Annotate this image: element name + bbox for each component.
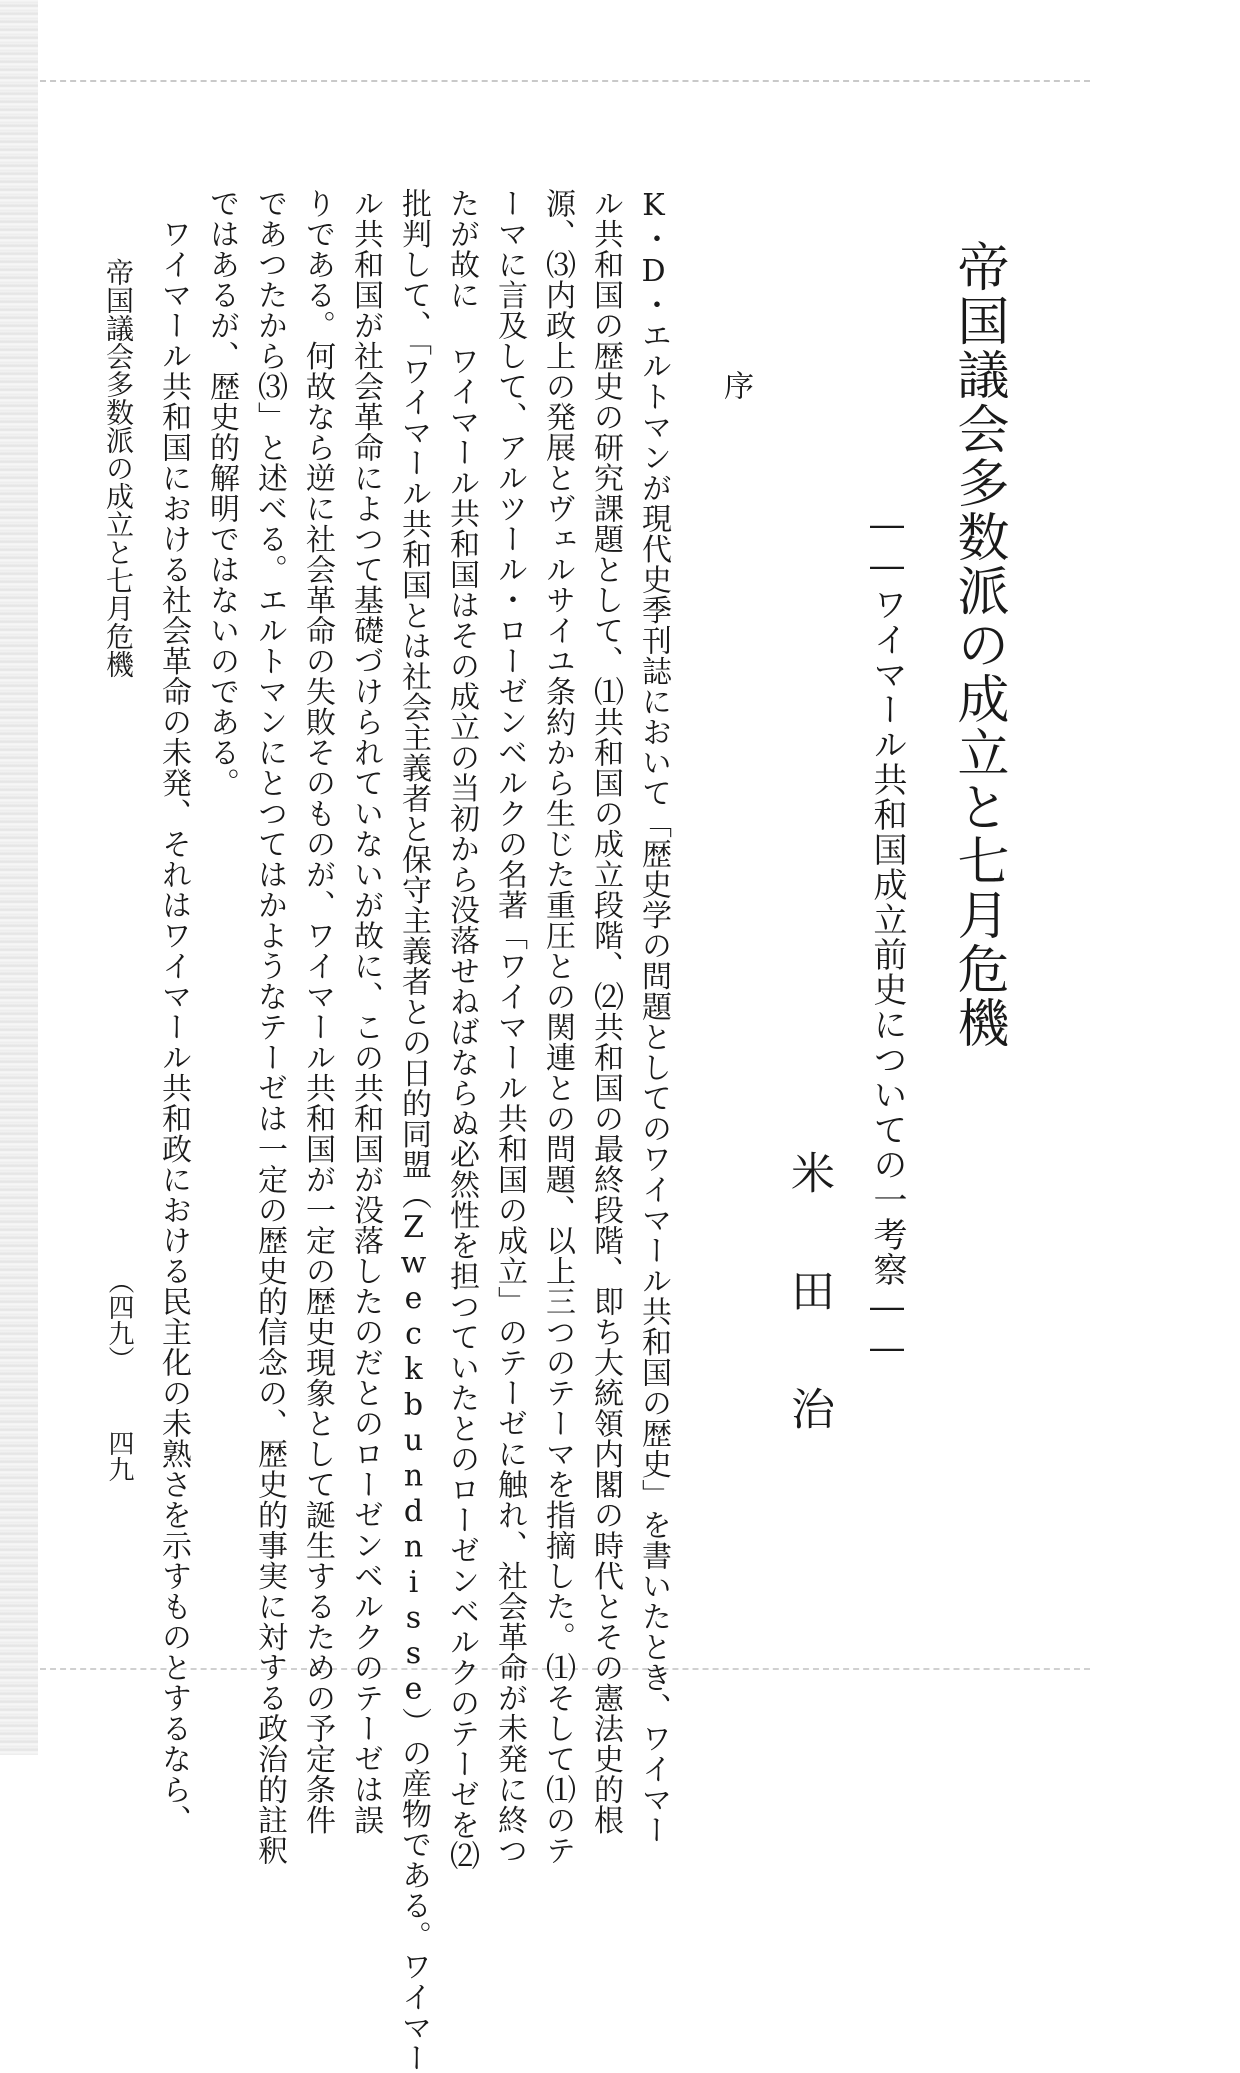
author-name: 米田治	[783, 1150, 834, 1504]
body-line-3: 源、⑶内政上の発展とヴェルサイユ条約から生じた重圧との関連との問題、以上三つのテーマを指摘した。⑴そして⑴のテ	[540, 188, 575, 1866]
article-subtitle: ――ワイマール共和国成立前史についての一考察――	[867, 505, 907, 1369]
body-line-1: K・D・エルトマンが現代史季刊誌において「歴史学の問題としてのワイマール共和国の歴史」を書いたとき、ワイマー	[636, 188, 671, 1845]
body-line-11: ワイマール共和国における社会革命の未発、それはワイマール共和政における民主化の未熟さを示すものとするなら、	[156, 188, 191, 1835]
body-line-10: ではあるが、歴史的解明ではないのである。	[204, 188, 239, 798]
scan-top-margin-mark	[40, 80, 1090, 82]
body-line-8: りである。何故なら逆に社会革命の失敗そのものが、ワイマール共和国が一定の歴史現象として誕生するための予定条件	[300, 188, 335, 1835]
body-line-4: ーマに言及して、アルツール・ローゼンベルクの名著「ワイマール共和国の成立」のテーゼに触れ、社会革命が未発に終つ	[492, 188, 527, 1866]
scan-edge-shadow	[0, 0, 38, 1755]
section-heading: 序	[718, 370, 753, 400]
body-line-7: ル共和国が社会革命によつて基礎づけられていないが故に、この共和国が没落したのだとのローゼンベルクのテーゼは誤	[348, 188, 383, 1835]
body-line-2: ル共和国の歴史の研究課題として、⑴共和国の成立段階、⑵共和国の最終段階、即ち大統領内閣の時代とその憲法史的根	[588, 188, 623, 1835]
article-title: 帝国議会多数派の成立と七月危機	[948, 240, 1008, 1050]
body-line-5: たが故に ワイマール共和国はその成立の当初から没落せねばならぬ必然性を担つていたとのローゼンベルクのテーゼを⑵	[444, 188, 479, 1871]
body-line-6: 批判して、「ワイマール共和国とは社会主義者と保守主義者との日的同盟（Zweckbundnisse）の産物である。ワイマー	[396, 188, 431, 2073]
body-line-9: であつたから⑶」と述べる。エルトマンにとつてはかようなテーゼは一定の歴史的信念の、歴史的事実に対する政治的註釈	[252, 188, 287, 1866]
page-number: 四九	[104, 1430, 134, 1482]
page-number-paren: （四九）	[104, 1268, 134, 1372]
running-head: 帝国議会多数派の成立と七月危機	[102, 258, 135, 678]
